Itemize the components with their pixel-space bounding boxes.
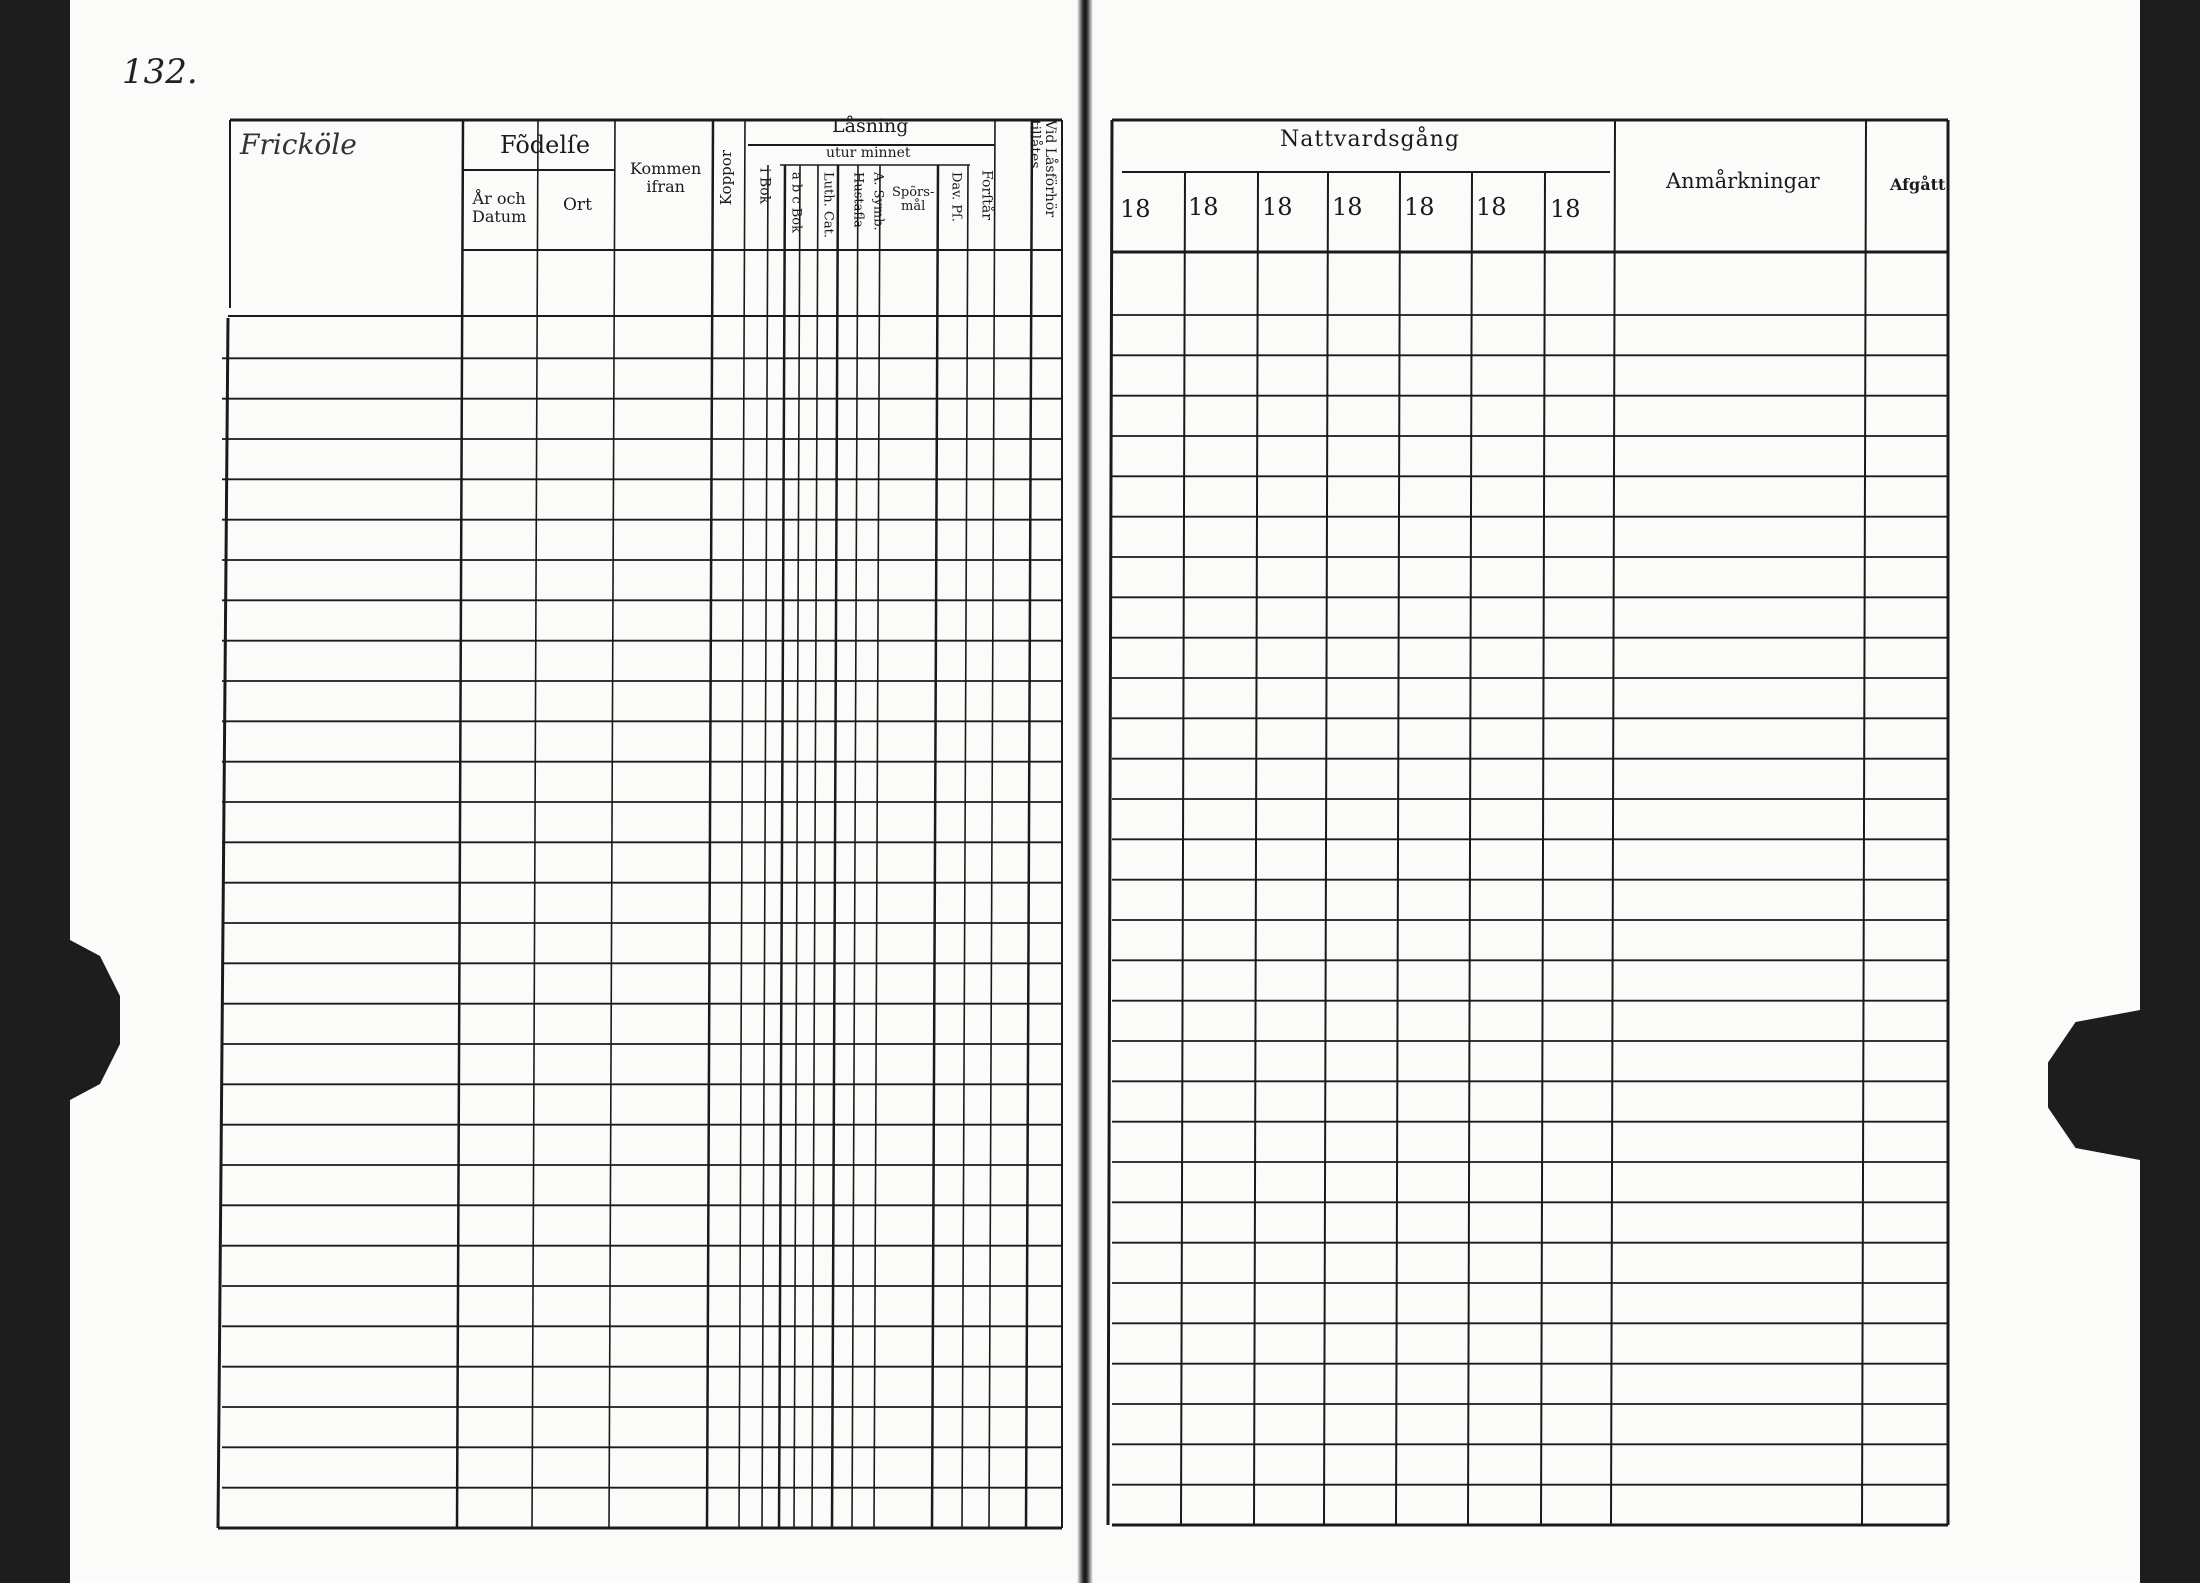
sporsmal-header: Spõrs- mål <box>892 185 935 215</box>
dav-header: Dav. Pſ. <box>948 172 964 222</box>
abc-header: a b c Bok <box>788 172 804 234</box>
departed-header: Afgått <box>1890 175 1946 194</box>
right-column-rule <box>1541 172 1545 1525</box>
reading-group-header: Låsning <box>832 115 909 137</box>
book-header: i Bok <box>756 168 773 205</box>
right-column-rule <box>1324 172 1328 1525</box>
pox-header: Koppor <box>717 150 735 206</box>
symb-header: A. Symb. <box>870 172 886 231</box>
right-column-rule <box>1468 172 1472 1525</box>
forstar-header: Forſtår <box>978 170 995 220</box>
right-left-border <box>1108 120 1112 1525</box>
year-header-2: 18 <box>1188 193 1219 221</box>
right-column-rule <box>1254 172 1258 1525</box>
right-column-rule <box>1611 120 1615 1525</box>
year-header-5: 18 <box>1404 193 1435 221</box>
by-heart-header: utur minnet <box>826 145 911 161</box>
hustafla-header: Hustafla <box>850 172 866 228</box>
year-header-4: 18 <box>1332 193 1363 221</box>
year-header-7: 18 <box>1550 195 1581 223</box>
right-column-rule <box>1862 120 1866 1525</box>
place-name: Fricköle <box>240 128 357 161</box>
year-header-1: 18 <box>1120 195 1151 223</box>
birth-date-header: År och Datum <box>472 189 527 226</box>
year-header-6: 18 <box>1476 193 1507 221</box>
right-column-rule <box>1181 172 1185 1525</box>
year-header-3: 18 <box>1262 193 1293 221</box>
birth-group-header: Fõdelſe <box>500 131 591 159</box>
birth-place-header: Ort <box>563 195 592 215</box>
communion-group-header: Nattvardsgång <box>1280 127 1460 152</box>
came-from-header: Kommen ifran <box>630 159 702 196</box>
page-number: 132. <box>122 52 198 92</box>
husforhor-header: Vid Låsförhör tillåtes <box>1026 120 1058 218</box>
remarks-header: Anmårkningar <box>1666 169 1820 193</box>
right-column-rule <box>1396 172 1400 1525</box>
luth-header: Luth. Cat. <box>820 172 836 238</box>
